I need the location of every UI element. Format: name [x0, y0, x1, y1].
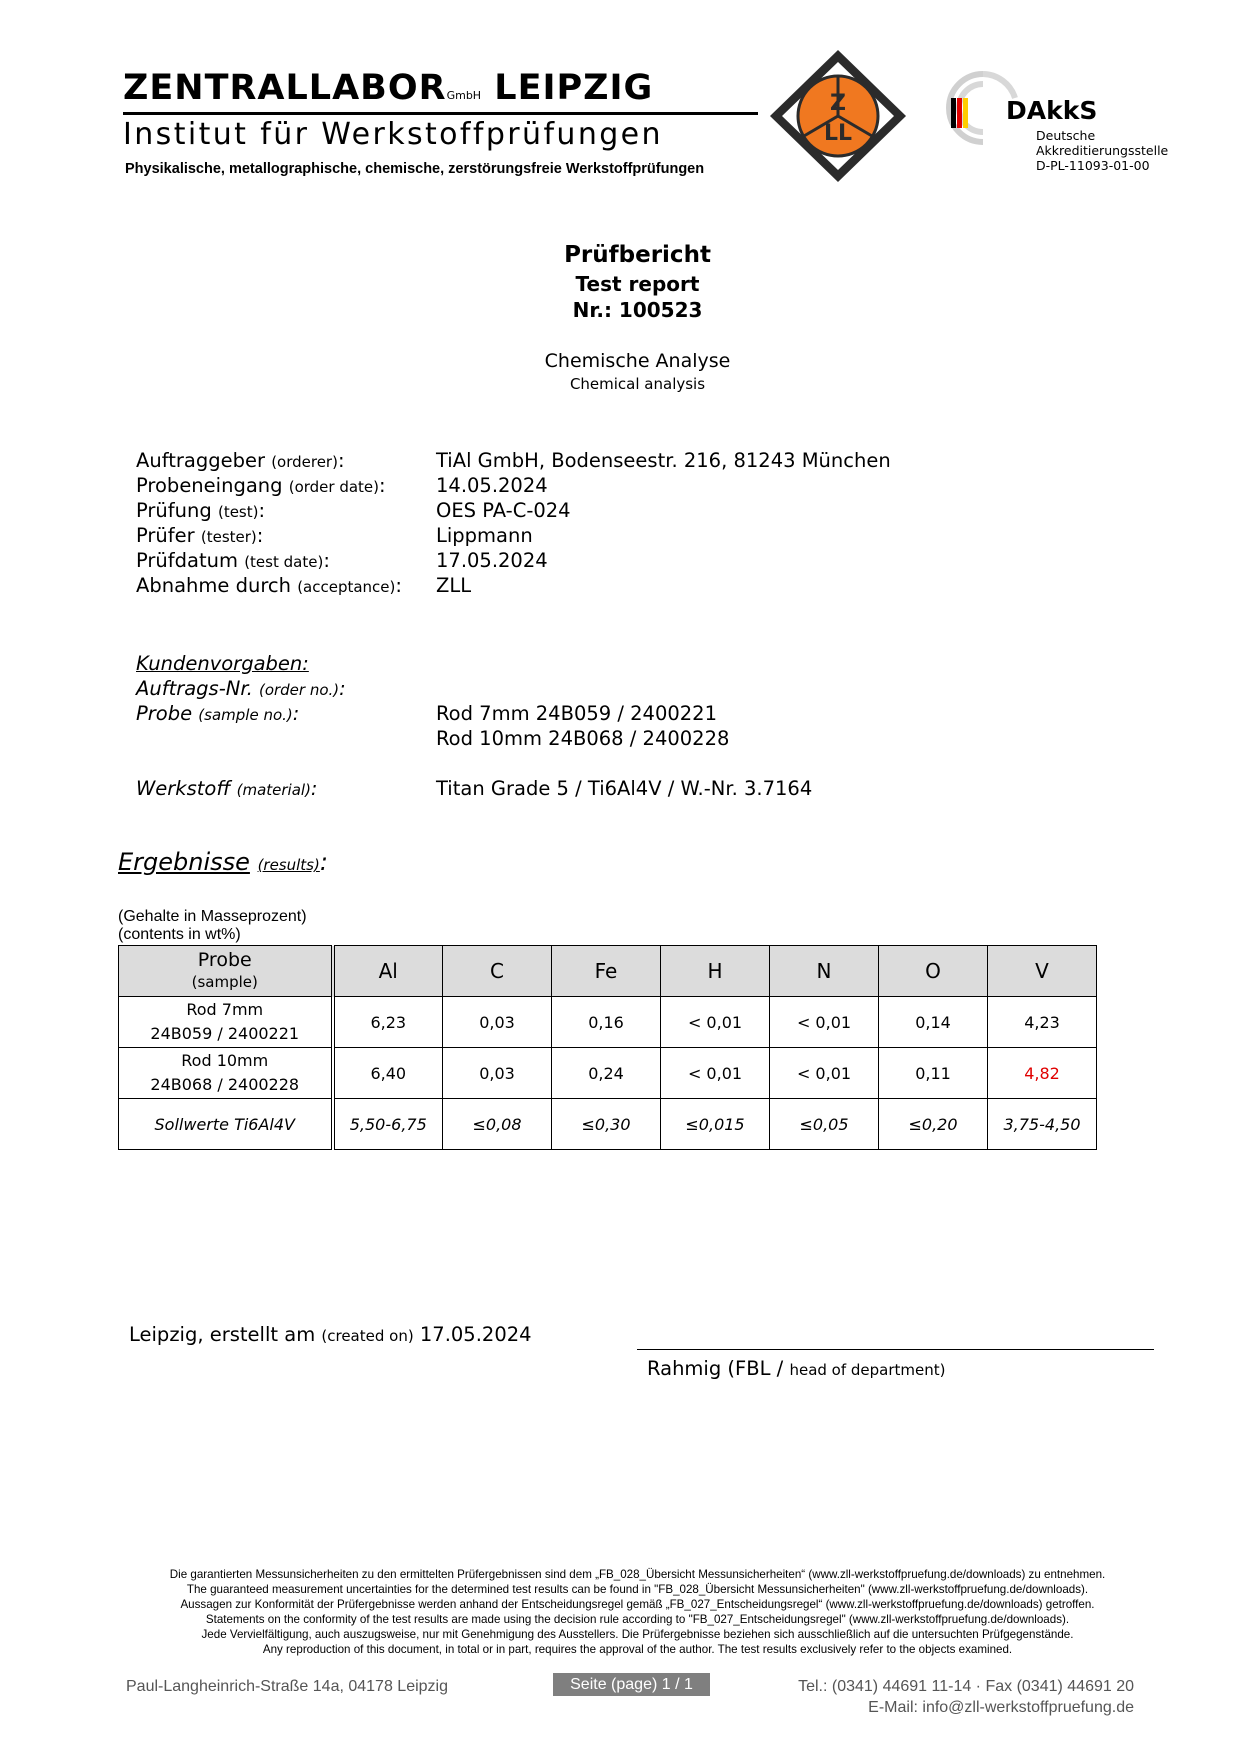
material-label: Werkstoff (material):	[136, 777, 318, 800]
zll-logo	[768, 48, 908, 184]
disclaimer-line-3: Aussagen zur Konformität der Prüfergebnisse werden anhand der Entscheidungsregel gemäß „FB_027_Entscheidungsregel“ (www.zll-werkstoffpruefung.de/downloads) getroffen.	[180, 1598, 1095, 1611]
value-cell: 0,03	[443, 1048, 552, 1099]
info-value-acceptance: ZLL	[436, 574, 472, 597]
results-note-en: (contents in wt%)	[118, 926, 241, 943]
column-header-c: C	[443, 946, 552, 997]
target-cell: ≤0,30	[552, 1099, 661, 1150]
info-label-test: Prüfung (test):	[136, 499, 266, 522]
value-cell: 0,11	[879, 1048, 988, 1099]
results-table	[118, 945, 1097, 1150]
info-value-test: OES PA-C-024	[436, 499, 571, 522]
info-value-orderer: TiAl GmbH, Bodenseestr. 216, 81243 München	[436, 449, 891, 472]
target-cell: ≤0,20	[879, 1099, 988, 1150]
footer-address: Paul-Langheinrich-Straße 14a, 04178 Leipzig	[126, 1678, 448, 1695]
value-cell-out-of-spec: 4,82	[988, 1048, 1097, 1099]
svg-text:LL: LL	[823, 121, 853, 146]
value-cell: 6,23	[333, 997, 443, 1048]
footer-phone-fax: Tel.: (0341) 44691 11-14 · Fax (0341) 44691 20	[798, 1678, 1134, 1695]
sample-cell: Rod 10mm 24B068 / 2400228	[119, 1048, 333, 1099]
value-cell: < 0,01	[770, 997, 879, 1048]
results-heading: Ergebnisse (results):	[118, 848, 328, 876]
disclaimer-line-6: Any reproduction of this document, in total or in part, requires the approval of the author. The test results exclusively refer to the objects examined.	[262, 1643, 1013, 1656]
lab-description: Physikalische, metallographische, chemische, zerstörungsfreie Werkstoffprüfungen	[125, 161, 705, 177]
report-number: Nr.: 100523	[572, 298, 703, 322]
column-header-sample: Probe (sample)	[119, 946, 333, 997]
value-cell: < 0,01	[661, 997, 770, 1048]
disclaimer-line-1: Die garantierten Messunsicherheiten zu den ermittelten Prüfergebnissen sind dem „FB_028_Übersicht Messunsicherheiten“ (www.zll-werkstoffpruefung.de/downloads) zu entnehmen.	[169, 1568, 1106, 1581]
target-cell: ≤0,08	[443, 1099, 552, 1150]
info-value-test-date: 17.05.2024	[436, 549, 548, 572]
dakks-line-2: Akkreditierungsstelle	[1036, 143, 1169, 158]
column-header-v: V	[988, 946, 1097, 997]
results-note-de: (Gehalte in Masseprozent)	[118, 908, 307, 925]
table-row	[119, 997, 1097, 1048]
report-title: Prüfbericht	[564, 242, 711, 268]
column-header-fe: Fe	[552, 946, 661, 997]
column-header-n: N	[770, 946, 879, 997]
target-values-row	[119, 1099, 1097, 1150]
dakks-title: DAkkS	[1006, 96, 1098, 125]
sample-label: Probe (sample no.):	[136, 702, 300, 725]
lab-subtitle: Institut für Werkstoffprüfungen	[123, 117, 663, 152]
footer-email: E-Mail: info@zll-werkstoffpruefung.de	[868, 1699, 1134, 1716]
column-header-h: H	[661, 946, 770, 997]
value-cell: < 0,01	[661, 1048, 770, 1099]
disclaimer-line-2: The guaranteed measurement uncertainties for the determined test results can be found in "FB_028_Übersicht Messunsicherheiten" (www.zll-werkstoffpruefung.de/downloads).	[186, 1583, 1089, 1596]
analysis-type: Chemische Analyse	[544, 350, 731, 372]
report-title-en: Test report	[575, 272, 700, 296]
disclaimer-line-5: Jede Vervielfältigung, auch auszugsweise, nur mit Genehmigung des Ausstellers. Die Prüfergebnisse beziehen sich ausschließlich auf die untersuchten Prüfgegenstände.	[201, 1628, 1074, 1641]
disclaimer-line-4: Statements on the conformity of the test results are made using the decision rule according to "FB_027_Entscheidungsregel" (www.zll-werkstoffpruefung.de/downloads).	[205, 1613, 1070, 1626]
value-cell: < 0,01	[770, 1048, 879, 1099]
value-cell: 0,14	[879, 997, 988, 1048]
info-label-tester: Prüfer (tester):	[136, 524, 264, 547]
customer-specs-heading: Kundenvorgaben:	[136, 652, 309, 675]
info-label-test-date: Prüfdatum (test date):	[136, 549, 330, 572]
created-place-date: Leipzig, erstellt am (created on) 17.05.2024	[129, 1323, 532, 1346]
sample-value-1: Rod 7mm 24B059 / 2400221	[436, 702, 717, 725]
analysis-type-en: Chemical analysis	[569, 375, 706, 393]
target-cell: ≤0,05	[770, 1099, 879, 1150]
value-cell: 6,40	[333, 1048, 443, 1099]
column-header-o: O	[879, 946, 988, 997]
info-label-acceptance: Abnahme durch (acceptance):	[136, 574, 402, 597]
table-row	[119, 1048, 1097, 1099]
order-number-label: Auftrags-Nr. (order no.):	[136, 677, 346, 700]
svg-text:Z: Z	[830, 91, 846, 116]
sample-cell: Rod 7mm 24B059 / 2400221	[119, 997, 333, 1048]
value-cell: 0,24	[552, 1048, 661, 1099]
table-header-row	[119, 946, 1097, 997]
value-cell: 4,23	[988, 997, 1097, 1048]
sample-value-2: Rod 10mm 24B068 / 2400228	[436, 727, 730, 750]
target-cell: ≤0,015	[661, 1099, 770, 1150]
dakks-line-1: Deutsche	[1036, 128, 1096, 143]
signatory: Rahmig (FBL / head of department)	[647, 1357, 946, 1380]
info-label-order-date: Probeneingang (order date):	[136, 474, 386, 497]
page-indicator: Seite (page) 1 / 1	[553, 1673, 710, 1696]
dakks-accreditation-number: D-PL-11093-01-00	[1036, 158, 1150, 173]
value-cell: 0,16	[552, 997, 661, 1048]
target-label-cell: Sollwerte Ti6Al4V	[119, 1099, 333, 1150]
target-cell: 3,75-4,50	[988, 1099, 1097, 1150]
info-value-order-date: 14.05.2024	[436, 474, 548, 497]
info-label-orderer: Auftraggeber (orderer):	[136, 449, 345, 472]
lab-name: ZENTRALLABORGmbH LEIPZIG	[123, 68, 654, 108]
info-value-tester: Lippmann	[436, 524, 533, 547]
value-cell: 0,03	[443, 997, 552, 1048]
gmbh-suffix: GmbH	[446, 89, 482, 102]
material-value: Titan Grade 5 / Ti6Al4V / W.-Nr. 3.7164	[436, 777, 813, 800]
target-cell: 5,50-6,75	[333, 1099, 443, 1150]
signature-line	[637, 1349, 1154, 1350]
column-header-al: Al	[333, 946, 443, 997]
